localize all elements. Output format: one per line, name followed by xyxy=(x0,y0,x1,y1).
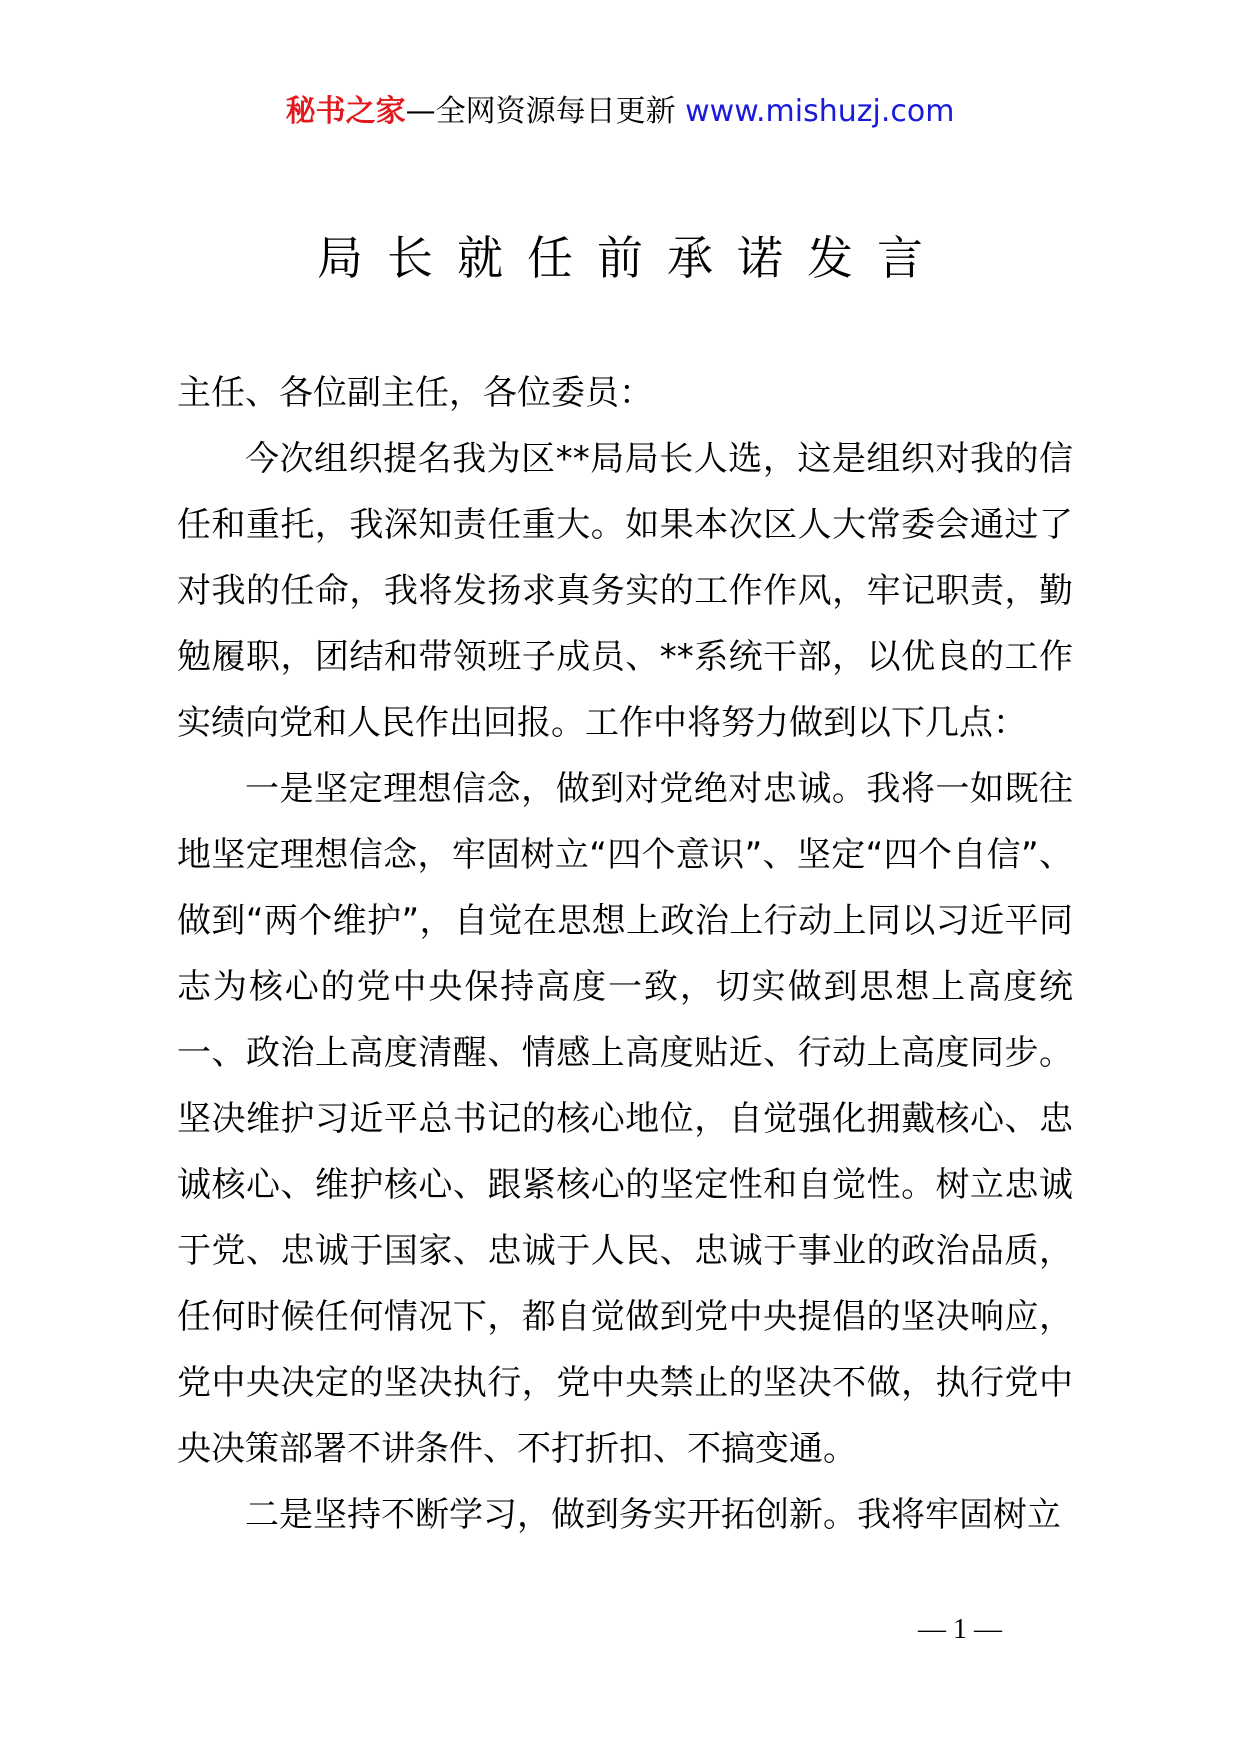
site-brand: 秘书之家 xyxy=(285,94,406,129)
salutation: 主任、各位副主任，各位委员： xyxy=(177,373,653,413)
site-url[interactable]: www.mishuzj.com xyxy=(685,94,955,129)
paragraph-intro: 今次组织提名我为区**局局长人选，这是组织对我的信任和重托，我深知责任重大。如果本次区人大常委会通过了对我的任命，我将发扬求真务实的工作作风，牢记职责，勤勉履职，团结和带领班子成员、**系统干部，以优良的工作实绩向党和人民作出回报。工作中将努力做到以下几点： xyxy=(177,439,1073,743)
site-slogan: —全网资源每日更新 xyxy=(405,94,676,129)
site-header xyxy=(0,92,1240,132)
document-body xyxy=(177,360,1073,1548)
paragraph-point-two: 二是坚持不断学习，做到务实开拓创新。我将牢固树立 xyxy=(245,1495,1061,1535)
document-title: 局长就任前承诺发言 xyxy=(317,231,947,285)
paragraph-point-one: 一是坚定理想信念，做到对党绝对忠诚。我将一如既往地坚定理想信念，牢固树立“四个意识”、坚定“四个自信”、做到“两个维护”，自觉在思想上政治上行动上同以习近平同志为核心的党中央保持高度一致，切实做到思想上高度统一、政治上高度清醒、情感上高度贴近、行动上高度同步。坚决维护习近平总书记的核心地位，自觉强化拥戴核心、忠诚核心、维护核心、跟紧核心的坚定性和自觉性。树立忠诚于党、忠诚于国家、忠诚于人民、忠诚于事业的政治品质，任何时候任何情况下，都自觉做到党中央提倡的坚决响应，党中央决定的坚决执行，党中央禁止的坚决不做，执行党中央决策部署不讲条件、不打折扣、不搞变通。 xyxy=(177,769,1073,1469)
page-number: — 1 — xyxy=(918,1614,1002,1645)
